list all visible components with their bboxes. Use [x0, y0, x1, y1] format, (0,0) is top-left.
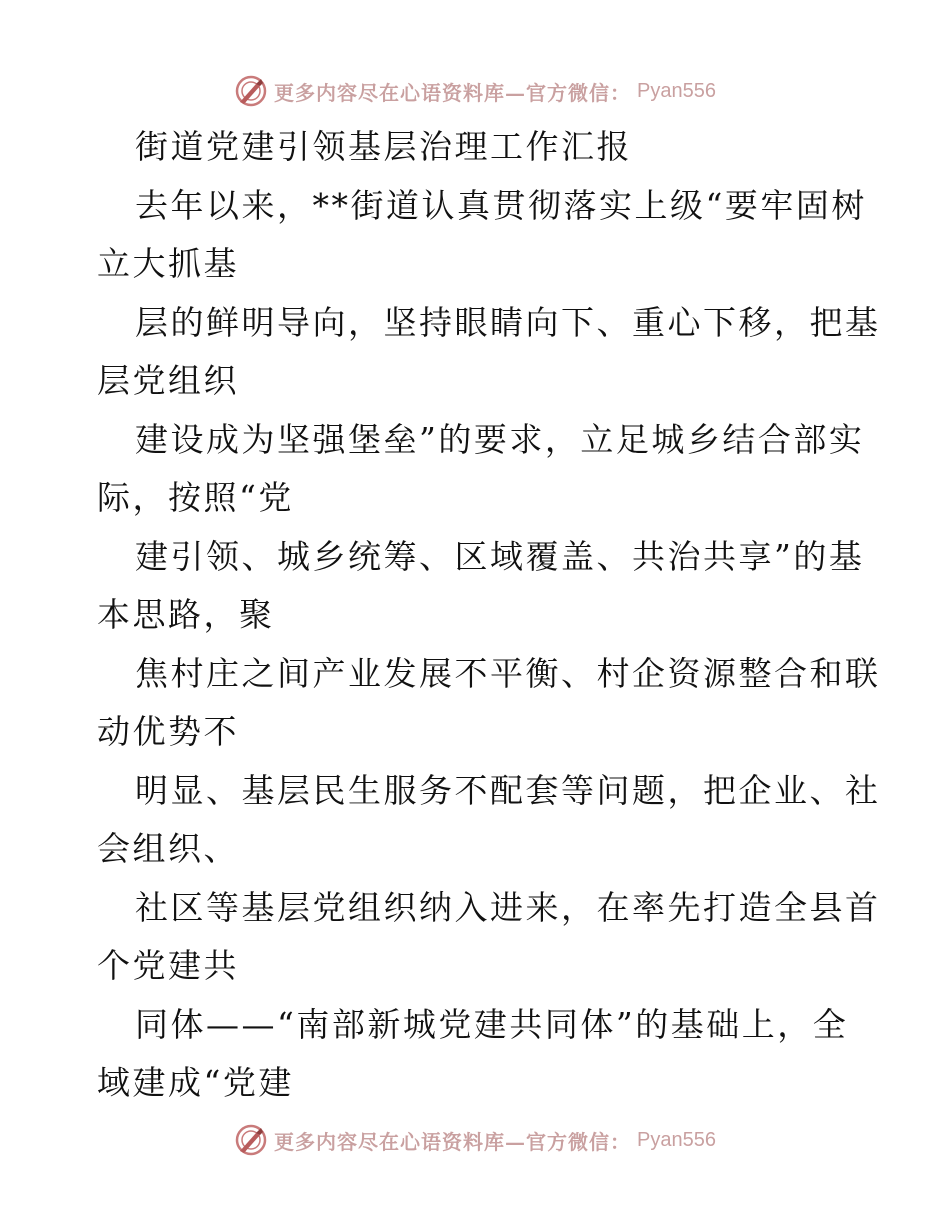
text-line: 动优势不: [97, 712, 239, 751]
document-body: [97, 118, 881, 1113]
document-title: 街道党建引领基层治理工作汇报: [135, 127, 632, 166]
text-line: 立大抓基: [97, 244, 239, 283]
watermark-wechat-id: Pyan556: [637, 1128, 716, 1151]
text-line: 建引领、城乡统筹、区域覆盖、共治共享”的基: [135, 536, 865, 576]
text-line: 会组织、: [97, 829, 239, 868]
pen-circle-logo-icon: [234, 74, 268, 108]
watermark-wechat-id: Pyan556: [637, 79, 716, 102]
text-line: 建设成为坚强堡垒”的要求，立足城乡结合部实: [135, 419, 865, 459]
pen-circle-logo-icon: [234, 1123, 268, 1157]
watermark-text: 更多内容尽在心语资料库—官方微信：: [274, 1129, 632, 1154]
text-line: 明显、基层民生服务不配套等问题，把企业、社: [135, 770, 881, 810]
text-line: 层的鲜明导向，坚持眼睛向下、重心下移，把基: [135, 302, 881, 342]
text-line: 本思路，聚: [97, 595, 275, 634]
text-line: 焦村庄之间产业发展不平衡、村企资源整合和联: [135, 653, 881, 693]
text-line: 际，按照“党: [97, 478, 294, 517]
text-line: 域建成“党建: [97, 1063, 294, 1102]
footer-watermark: [0, 1120, 950, 1160]
watermark-text: 更多内容尽在心语资料库—官方微信：: [274, 80, 632, 105]
text-line: 社区等基层党组织纳入进来，在率先打造全县首: [135, 887, 881, 927]
text-line: 个党建共: [97, 946, 239, 985]
text-line: 层党组织: [97, 361, 239, 400]
text-line: 去年以来，**街道认真贯彻落实上级“要牢固树: [135, 185, 867, 225]
text-line: 同体——“南部新城党建共同体”的基础上，全: [135, 1004, 849, 1044]
header-watermark: [0, 71, 950, 111]
